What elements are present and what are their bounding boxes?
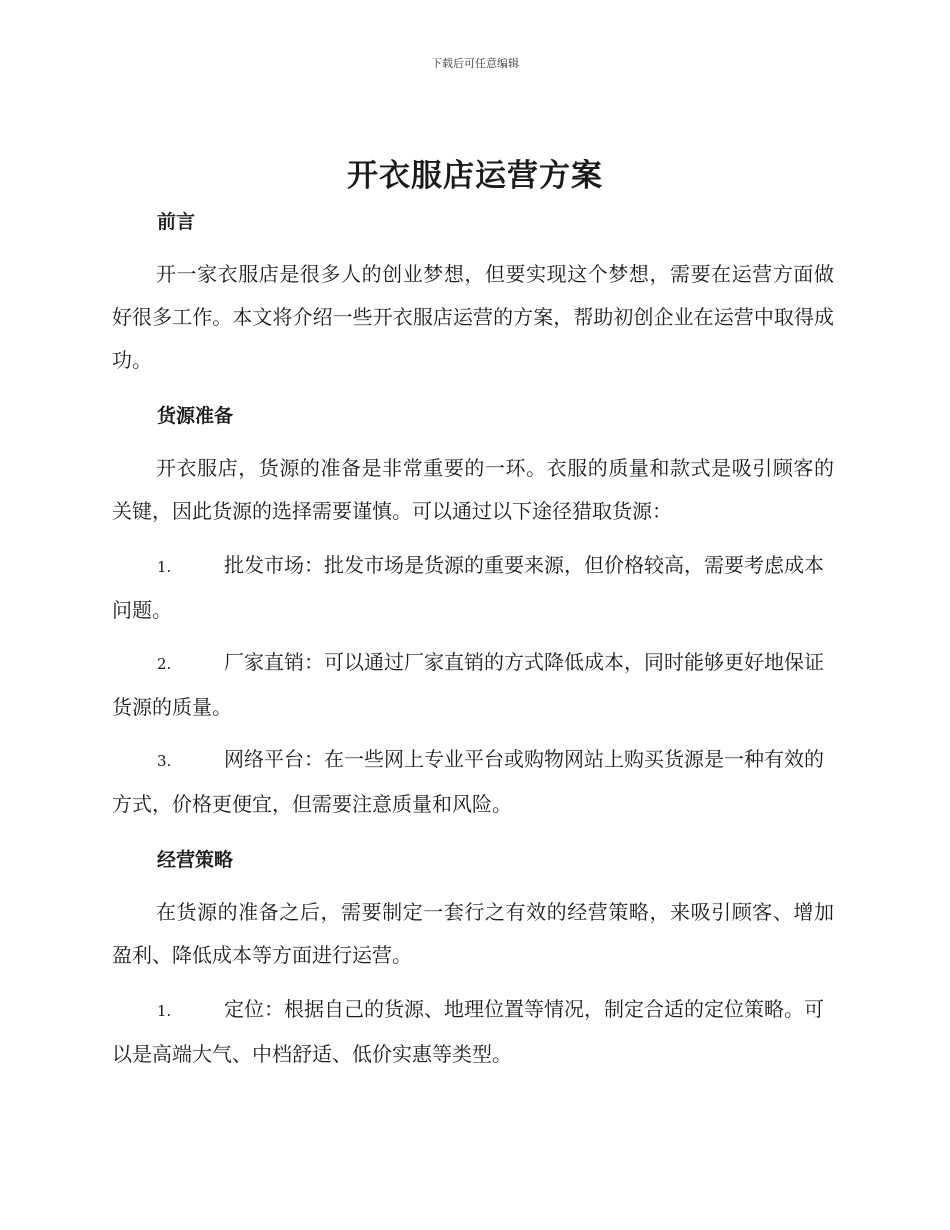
- list-item: [112, 988, 834, 1076]
- header-note: 下载后可任意编辑: [431, 57, 519, 70]
- list-item-number: 1.: [157, 1002, 172, 1020]
- section-heading-strategy: 经营策略: [157, 849, 234, 871]
- section-paragraph-preface: 开一家衣服店是很多人的创业梦想，但要实现这个梦想，需要在运营方面做好很多工作。本文将介绍一些开衣服店运营的方案，帮助初创企业在运营中取得成功。: [112, 262, 834, 372]
- list-item-number: 1.: [157, 558, 172, 576]
- section-heading-sourcing: 货源准备: [157, 405, 234, 427]
- list-item: [112, 544, 834, 632]
- section-paragraph-strategy: 在货源的准备之后，需要制定一套行之有效的经营策略，来吸引顾客、增加盈利、降低成本等方面进行运营。: [112, 900, 834, 967]
- section-paragraph-sourcing: 开衣服店，货源的准备是非常重要的一环。衣服的质量和款式是吸引顾客的关键，因此货源的选择需要谨慎。可以通过以下途径猎取货源：: [112, 456, 834, 523]
- document-title: 开衣服店运营方案: [347, 158, 603, 194]
- list-item-text: 网络平台：在一些网上专业平台或购物网站上购买货源是一种有效的方式，价格更便宜，但需要注意质量和风险。: [112, 747, 824, 816]
- list-item-text: 批发市场：批发市场是货源的重要来源，但价格较高，需要考虑成本问题。: [112, 553, 824, 622]
- section-heading-preface: 前言: [157, 211, 196, 233]
- list-item: [112, 738, 834, 826]
- list-item-text: 厂家直销：可以通过厂家直销的方式降低成本，同时能够更好地保证货源的质量。: [112, 650, 824, 719]
- list-item-number: 2.: [157, 655, 172, 673]
- list-item-text: 定位：根据自己的货源、地理位置等情况，制定合适的定位策略。可以是高端大气、中档舒适、低价实惠等类型。: [112, 997, 824, 1066]
- list-item-number: 3.: [157, 752, 172, 770]
- list-item: [112, 641, 834, 729]
